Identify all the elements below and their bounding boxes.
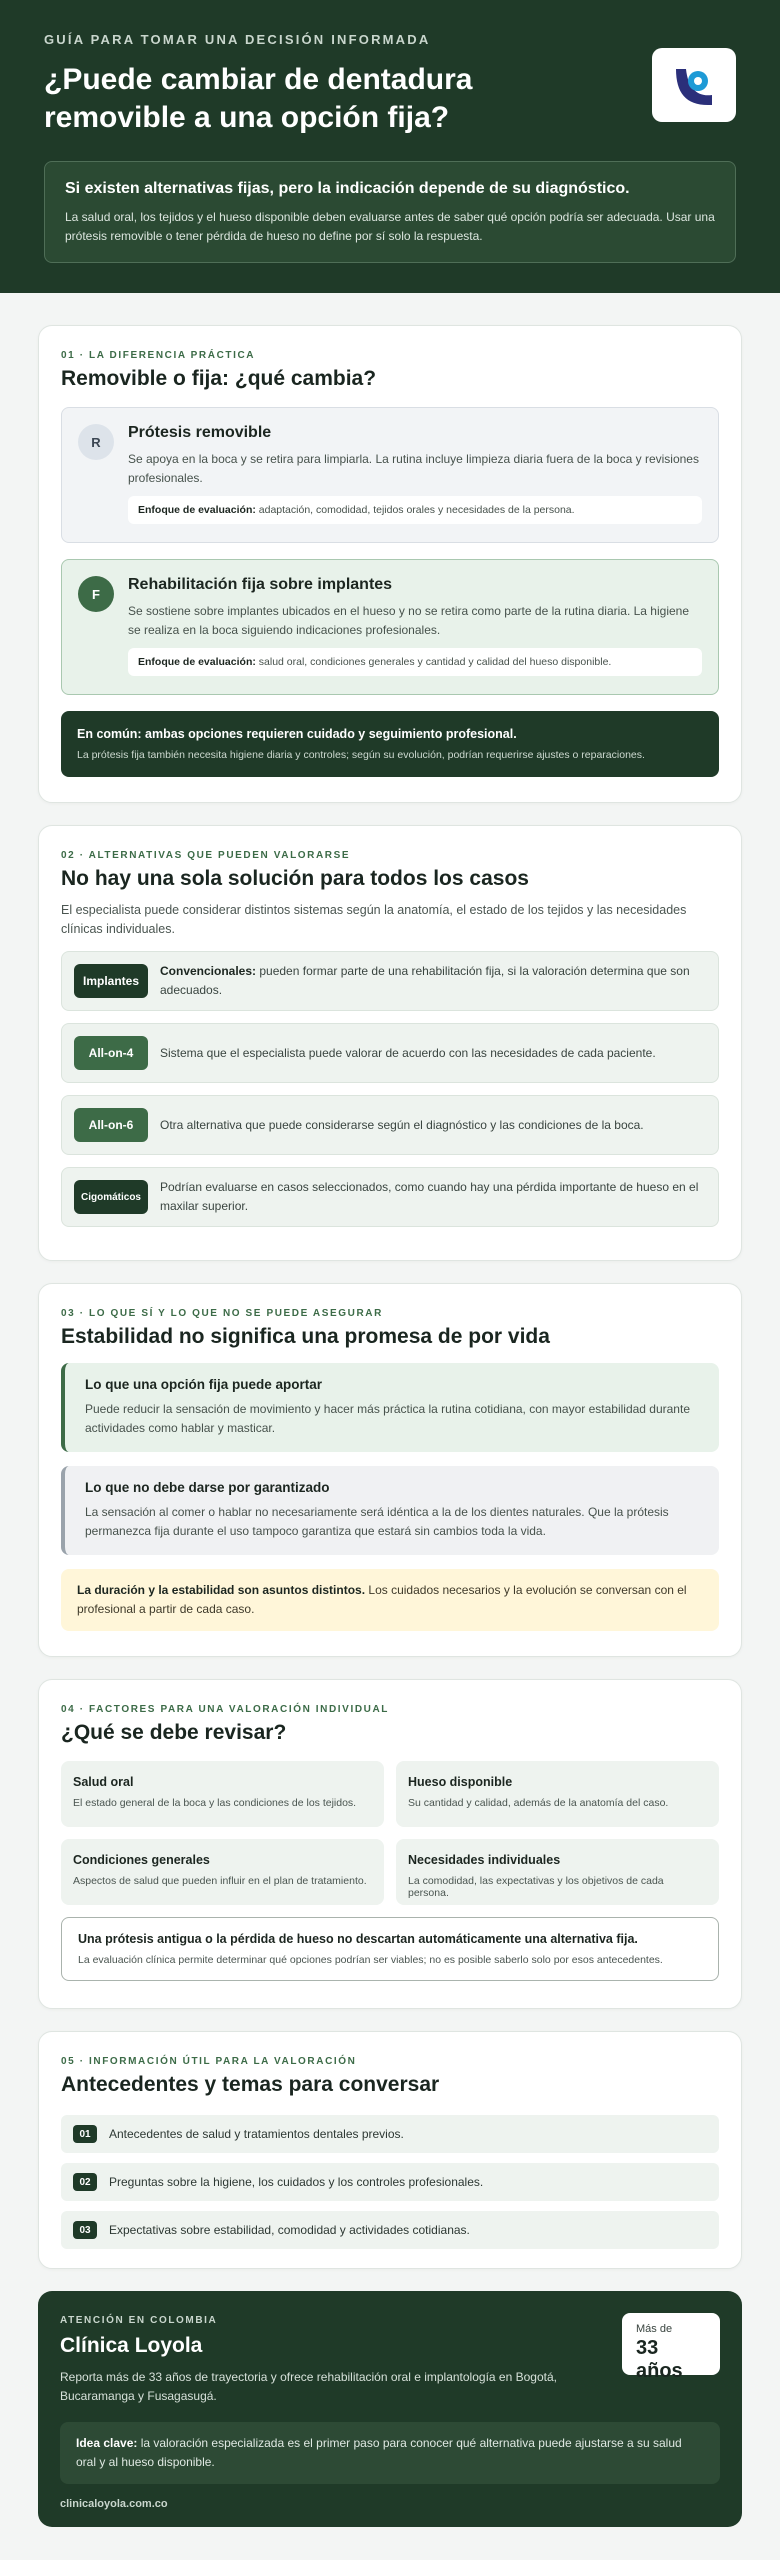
old-prosthesis-text: La evaluación clínica permite determinar qué opciones podrían ser viables; no es posible saberlo solo por esos antecedentes. [78,1954,663,1966]
factor-card [61,1761,384,1827]
section-title: Antecedentes y temas para conversar [61,2073,440,2096]
fixed-text: Se sostiene sobre implantes ubicados en el hueso y no se retira como parte de la rutina diaria. La higiene se realiza en la boca siguiendo indicaciones profesionales. [128,604,690,637]
factor-text: La comodidad, las expectativas y los objetivos de cada persona. [408,1875,664,1899]
topic-text: Antecedentes de salud y tratamientos dentales previos. [109,2127,404,2141]
years-value: 33 años [636,2337,683,2382]
hero-eyebrow: GUÍA PARA TOMAR UNA DECISIÓN INFORMADA [44,32,431,47]
section-stability [38,1283,742,1657]
common-callout [61,711,719,777]
clinic-description: Reporta más de 33 años de trayectoria y ofrece rehabilitación oral e implantología en Bogotá, Bucaramanga y Fusagasugá. [60,2370,557,2403]
page-title: ¿Puede cambiar de dentadura removible a una opción fija? [44,63,473,134]
factor-title: Salud oral [73,1775,134,1789]
alternative-text [160,1044,656,1063]
not-guaranteed-block [61,1466,719,1555]
removable-badge: R [78,424,114,460]
hero-summary-title: Si existen alternativas fijas, pero la indicación depende de su diagnóstico. [65,180,630,197]
section-factors [38,1679,742,2009]
can-provide-block [61,1363,719,1452]
alternative-desc: pueden formar parte de una rehabilitación fija, si la valoración determina que son adecuados. [160,964,690,997]
note-text: adaptación, comodidad, tejidos orales y necesidades de la persona. [255,504,575,516]
footer-eyebrow: ATENCIÓN EN COLOMBIA [60,2315,218,2326]
factor-title: Condiciones generales [73,1853,210,1867]
can-provide-title: Lo que una opción fija puede aportar [85,1377,323,1392]
removable-title: Prótesis removible [128,424,272,441]
topic-row [61,2115,719,2153]
factor-card [396,1839,719,1905]
topic-row [61,2211,719,2249]
removable-text: Se apoya en la boca y se retira para limpiarla. La rutina incluye limpieza diaria fuera de la boca y revisiones profesionales. [128,452,699,485]
clinic-logo [652,48,736,122]
factors-grid [61,1761,719,1905]
alternative-text [160,1178,706,1216]
alternative-item [61,1023,719,1083]
topic-row [61,2163,719,2201]
note-label: Enfoque de evaluación: [138,504,256,516]
topic-number: 03 [73,2221,97,2239]
removable-option [61,407,719,543]
common-text: La prótesis fija también necesita higiene diaria y controles; según su evolución, podrían requerirse ajustes o reparaciones. [77,749,645,761]
section-eyebrow: 02 · ALTERNATIVAS QUE PUEDEN VALORARSE [61,850,351,861]
not-guaranteed-title: Lo que no debe darse por garantizado [85,1480,330,1495]
section-background [38,2031,742,2269]
common-title: En común: ambas opciones requieren cuidado y seguimiento profesional. [77,727,517,741]
duration-note [61,1569,719,1631]
section-intro: El especialista puede considerar distintos sistemas según la anatomía, el estado de los tejidos y las necesidades clínicas individuales. [61,903,687,936]
years-label: Más de [636,2323,673,2335]
hero-summary-text: La salud oral, los tejidos y el hueso disponible deben evaluarse antes de saber qué opción podría ser adecuada. Usar una prótesis removible o tener pérdida de hueso no define por sí solo la respuesta. [65,210,715,243]
note-label: Enfoque de evaluación: [138,656,256,668]
section-eyebrow: 05 · INFORMACIÓN ÚTIL PARA LA VALORACIÓN [61,2056,357,2067]
not-guaranteed-text: La sensación al comer o hablar no necesariamente será idéntica a la de los dientes naturales. Que la prótesis permanezca fija durante el uso tampoco garantiza que estará sin cambios toda la vida. [85,1505,669,1538]
alternative-desc: Podrían evaluarse en casos seleccionados, como cuando hay una pérdida importante de hueso en el maxilar superior. [160,1180,699,1213]
alternative-desc: Otra alternativa que puede considerarse según el diagnóstico y las condiciones de la boca. [160,1117,644,1132]
alternative-text [160,1116,644,1135]
section-alternatives [38,825,742,1261]
alternative-item [61,1095,719,1155]
note-text: salud oral, condiciones generales y cantidad y calidad del hueso disponible. [255,656,612,668]
old-prosthesis-title: Una prótesis antigua o la pérdida de hueso no descartan automáticamente una alternativa fija. [78,1932,638,1946]
removable-note [128,496,702,524]
alternative-item [61,1167,719,1227]
clinic-footer [38,2291,742,2527]
alternative-desc: Sistema que el especialista puede valorar de acuerdo con las necesidades de cada paciente. [160,1045,656,1060]
years-badge [622,2313,720,2382]
section-difference [38,325,742,803]
key-idea-label: Idea clave: [76,2436,138,2450]
fixed-note [128,648,702,676]
factor-card [61,1839,384,1905]
clinic-logo-icon [668,59,720,111]
duration-note-text: Los cuidados necesarios y la evolución se conversan con el profesional a partir de cada caso. [77,1583,687,1616]
section-title: Removible o fija: ¿qué cambia? [61,367,377,390]
section-eyebrow: 04 · FACTORES PARA UNA VALORACIÓN INDIVIDUAL [61,1704,390,1715]
factor-title: Hueso disponible [408,1775,513,1789]
topic-text: Expectativas sobre estabilidad, comodidad y actividades cotidianas. [109,2223,470,2237]
factor-text: El estado general de la boca y las condiciones de los tejidos. [73,1797,357,1809]
alternative-pill: All-on-6 [74,1108,148,1142]
hero-summary-box [44,161,736,263]
fixed-badge: F [78,576,114,612]
section-title: ¿Qué se debe revisar? [61,1721,287,1744]
section-eyebrow: 03 · LO QUE SÍ Y LO QUE NO SE PUEDE ASEGURAR [61,1308,383,1319]
key-idea-box [60,2422,720,2484]
duration-note-bold: La duración y la estabilidad son asuntos distintos. [77,1583,366,1597]
topic-number: 01 [73,2125,97,2143]
section-title: No hay una sola solución para todos los casos [61,867,529,890]
alternative-pill: Implantes [74,964,148,998]
alternative-pill: All-on-4 [74,1036,148,1070]
section-eyebrow: 01 · LA DIFERENCIA PRÁCTICA [61,350,256,361]
fixed-title: Rehabilitación fija sobre implantes [128,576,393,593]
alternative-bold: Convencionales: [160,964,257,978]
factor-text: Su cantidad y calidad, además de la anatomía del caso. [408,1797,669,1809]
topic-text: Preguntas sobre la higiene, los cuidados y los controles profesionales. [109,2175,484,2189]
old-prosthesis-note [61,1917,719,1981]
can-provide-text: Puede reducir la sensación de movimiento y hacer más práctica la rutina cotidiana, con mayor estabilidad durante actividades como hablar y masticar. [85,1402,690,1435]
website-link[interactable]: clinicaloyola.com.co [60,2498,168,2510]
factor-card [396,1761,719,1827]
hero-header [0,0,780,293]
alternative-item [61,951,719,1011]
alternative-pill: Cigomáticos [74,1180,148,1214]
alternative-text [160,962,706,1000]
factor-text: Aspectos de salud que pueden influir en el plan de tratamiento. [73,1875,367,1887]
section-title: Estabilidad no significa una promesa de por vida [61,1325,550,1348]
factor-title: Necesidades individuales [408,1853,561,1867]
fixed-option [61,559,719,695]
topic-number: 02 [73,2173,97,2191]
clinic-name: Clínica Loyola [60,2334,203,2357]
key-idea-text: la valoración especializada es el primer paso para conocer qué alternativa puede ajustarse a su salud oral y al hueso disponible. [76,2436,682,2469]
